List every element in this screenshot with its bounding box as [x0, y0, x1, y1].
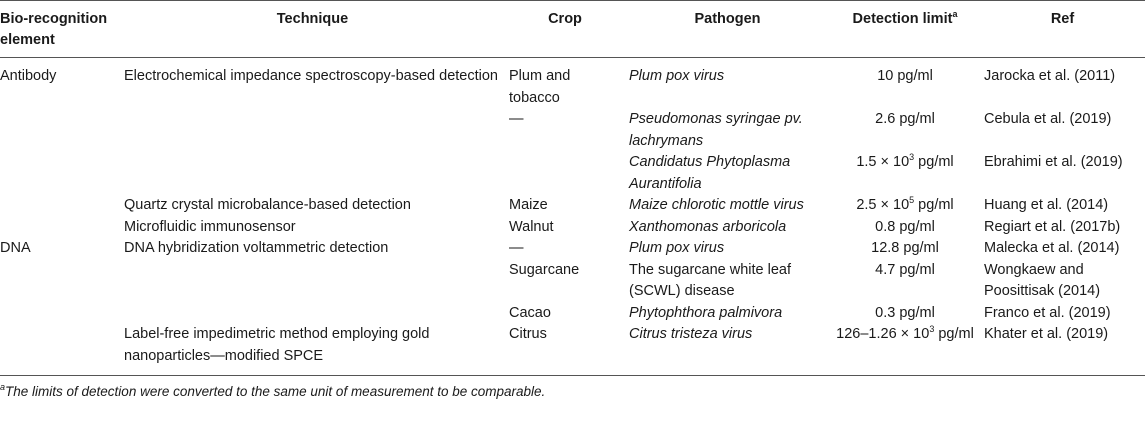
table-row — [0, 152, 1145, 195]
cell-ref: Regiart et al. (2017b) — [984, 218, 1121, 235]
cell-bio-element — [0, 324, 120, 376]
cell-technique — [120, 152, 505, 195]
detection-pre: 12.8 pg/ml — [871, 240, 939, 256]
cell-detection-limit — [830, 324, 980, 376]
detection-pre: 1.5 × 10 — [856, 154, 910, 170]
table-row — [0, 238, 1145, 260]
cell-crop: Citrus — [509, 326, 547, 342]
table-row — [0, 324, 1145, 376]
cell-crop: — — [509, 240, 524, 256]
detection-post: pg/ml — [914, 197, 954, 213]
cell-ref: Ebrahimi et al. (2019) — [984, 154, 1123, 170]
table-body — [0, 58, 1145, 376]
header-bio: Bio-recognition element — [0, 1, 120, 58]
cell-detection-limit — [830, 109, 980, 152]
cell-crop: Sugarcane — [509, 261, 580, 278]
cell-technique — [120, 303, 505, 325]
cell-ref: Huang et al. (2014) — [984, 197, 1109, 213]
detection-pre: 0.8 pg/ml — [875, 218, 935, 235]
cell-pathogen: Xanthomonas arboricola — [629, 218, 787, 235]
cell-bio-element: DNA — [0, 240, 31, 256]
cell-bio-element — [0, 260, 120, 303]
table-row — [0, 109, 1145, 152]
cell-detection-limit — [830, 303, 980, 325]
detection-sup: 3 — [929, 324, 935, 334]
cell-ref: Cebula et al. (2019) — [984, 111, 1112, 127]
cell-technique — [120, 109, 505, 152]
cell-pathogen: Phytophthora palmivora — [629, 304, 783, 321]
detection-pre: 2.6 pg/ml — [875, 111, 935, 127]
header-row — [0, 1, 1145, 58]
header-detection-footnote-mark: a — [952, 9, 958, 19]
detection-pre: 126–1.26 × 10 — [836, 326, 930, 342]
footnote-mark: a — [0, 382, 6, 392]
cell-technique — [120, 260, 505, 303]
cell-bio-element — [0, 109, 120, 152]
detection-pre: 2.5 × 10 — [856, 197, 910, 213]
cell-bio-element: Antibody — [0, 68, 57, 84]
cell-pathogen: Plum pox virus — [629, 68, 725, 84]
detection-pre: 10 pg/ml — [877, 68, 933, 84]
cell-pathogen: Pseudomonas syringae pv. lachrymans — [629, 111, 803, 149]
detection-post: pg/ml — [914, 154, 954, 170]
detection-post: pg/ml — [934, 326, 974, 342]
header-technique: Technique — [120, 1, 505, 58]
cell-bio-element — [0, 152, 120, 195]
detection-sup: 3 — [909, 152, 915, 162]
cell-detection-limit — [830, 152, 980, 195]
cell-detection-limit — [830, 195, 980, 217]
cell-detection-limit — [830, 217, 980, 239]
detection-pre: 4.7 pg/ml — [875, 261, 935, 278]
cell-ref: Jarocka et al. (2011) — [984, 68, 1116, 84]
table-row — [0, 303, 1145, 325]
cell-crop: Plum and tobacco — [509, 68, 571, 106]
cell-technique: Microfluidic immunosensor — [124, 218, 296, 235]
footnote-text: The limits of detection were converted to the same unit of measurement to be comparable. — [5, 384, 546, 399]
cell-bio-element — [0, 195, 120, 217]
cell-pathogen: Plum pox virus — [629, 240, 725, 256]
table-footnote — [0, 384, 1145, 399]
header-ref: Ref — [980, 1, 1145, 58]
cell-technique: Label-free impedimetric method employing gold nanoparticles—modified SPCE — [124, 326, 430, 364]
cell-crop: Walnut — [509, 218, 554, 235]
table-row — [0, 195, 1145, 217]
cell-pathogen: The sugarcane white leaf (SCWL) disease — [629, 261, 792, 299]
cell-technique: DNA hybridization voltammetric detection — [124, 240, 389, 256]
header-crop: Crop — [505, 1, 625, 58]
detection-pre: 0.3 pg/ml — [875, 304, 935, 321]
cell-pathogen: Maize chlorotic mottle virus — [629, 197, 804, 213]
cell-ref: Wongkaew and Poosittisak (2014) — [984, 261, 1101, 299]
header-detection-limit — [830, 1, 980, 58]
cell-pathogen: Citrus tristeza virus — [629, 326, 753, 342]
cell-detection-limit — [830, 260, 980, 303]
cell-detection-limit — [830, 58, 980, 110]
table-row — [0, 217, 1145, 239]
cell-technique: Quartz crystal microbalance-based detection — [124, 197, 411, 213]
cell-ref: Malecka et al. (2014) — [984, 240, 1120, 256]
cell-pathogen: Candidatus Phytoplasma Aurantifolia — [629, 154, 791, 192]
header-detection-text: Detection limit — [852, 11, 953, 27]
cell-bio-element — [0, 217, 120, 239]
table-row — [0, 58, 1145, 110]
cell-crop: Maize — [509, 197, 548, 213]
cell-bio-element — [0, 303, 120, 325]
cell-detection-limit — [830, 238, 980, 260]
cell-crop: Cacao — [509, 304, 551, 321]
cell-crop — [505, 152, 625, 195]
cell-ref: Khater et al. (2019) — [984, 326, 1109, 342]
cell-ref: Franco et al. (2019) — [984, 304, 1111, 321]
cell-crop: — — [509, 111, 524, 127]
detection-sup: 5 — [909, 195, 915, 205]
cell-technique: Electrochemical impedance spectroscopy-based detection — [124, 68, 498, 84]
header-pathogen: Pathogen — [625, 1, 830, 58]
table-row — [0, 260, 1145, 303]
